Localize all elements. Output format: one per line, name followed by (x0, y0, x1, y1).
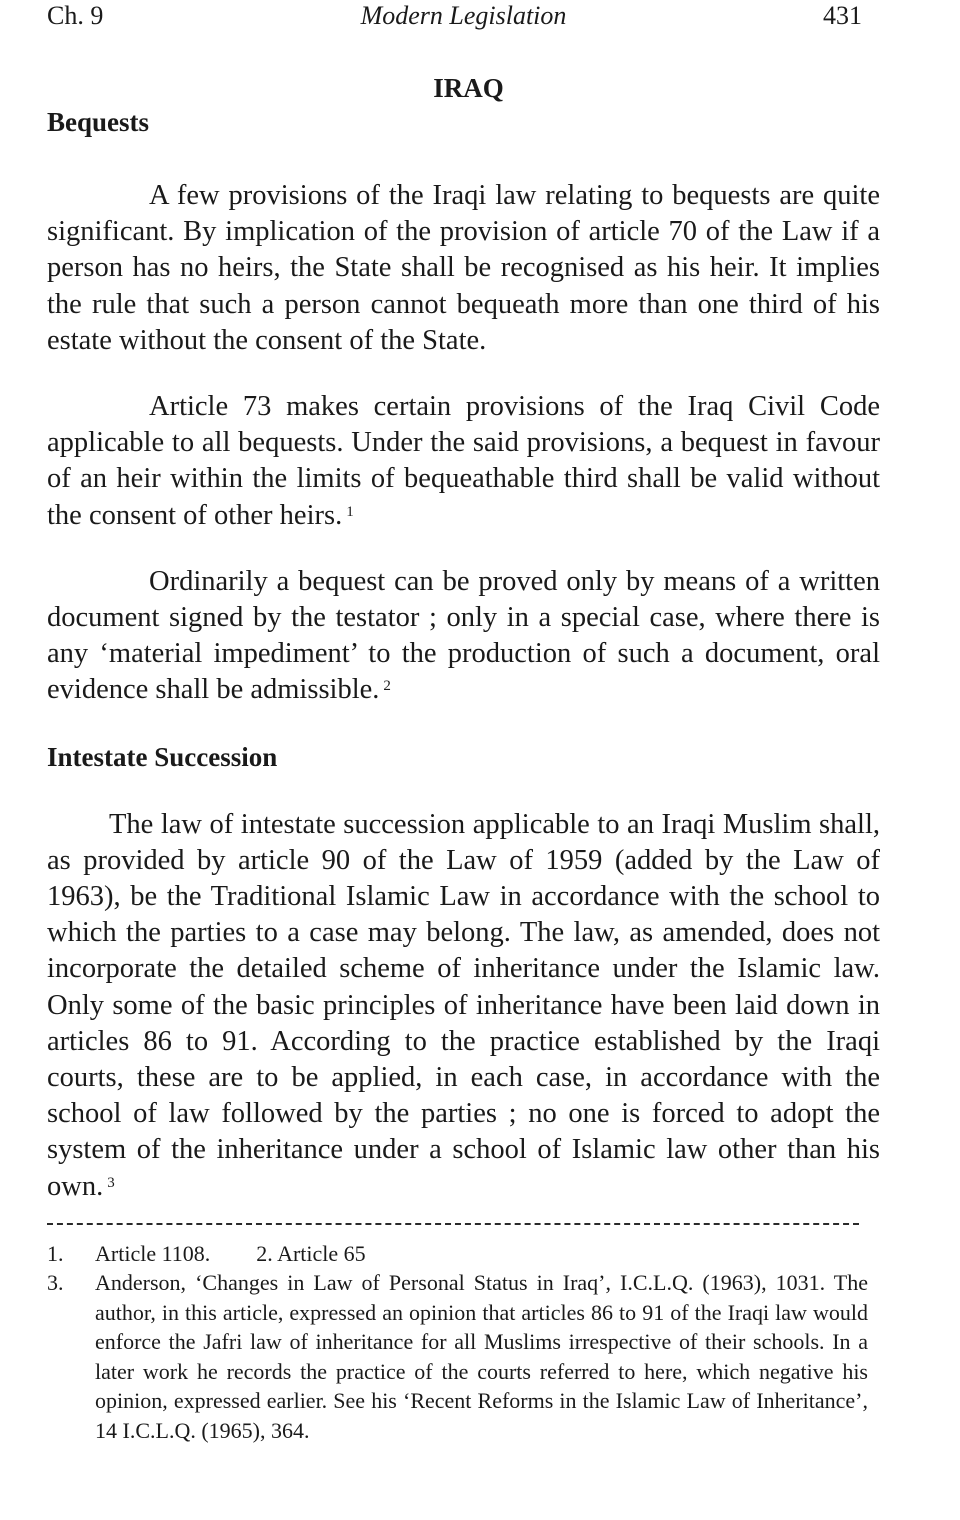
running-title: Modern Legislation (360, 1, 567, 30)
footnote-number-3: 3. (47, 1270, 64, 1296)
subheading-intestate-succession: Intestate Succession (47, 741, 278, 772)
footnote-number-2: 2. (256, 1240, 273, 1266)
chapter-label: Ch. 9 (47, 1, 104, 30)
footnote-row-3 (47, 1268, 880, 1445)
paragraph-proof-of-bequest (47, 564, 880, 709)
paragraph-text: The law of intestate succession applicable to an Iraqi Muslim shall, as provided by article 90 of the Law of 1959 (added by the Law of 1963), be the Traditional Islamic Law in accordance with the school to which the parties to a case may belong. The law, as amended, does not incorporate the detailed scheme of inheritance under the Islamic law. Only some of the basic principles of inheritance have been laid down in articles 86 to 91. According to the practice established by the Iraqi courts, these are to be applied, in each case, in accordance with the school of law followed by the parties ; no one is forced to adopt the system of the inheritance under a school of Islamic law other than his own. (47, 808, 880, 1202)
footnote-1-text: Article 1108. (95, 1240, 211, 1266)
running-header (47, 0, 880, 34)
footnote-2-text: Article 65 (277, 1240, 366, 1266)
footnote-text-1 (95, 1239, 366, 1269)
footnote-3-text: Anderson, ‘Changes in Law of Personal Status in Iraq’, I.C.L.Q. (1963), 1031. The author, in this article, expressed an opinion that articles 86 to 91 of the Iraqi law would enforce the Jafri law of inheritance for all Muslims irrespective of their schools. In a later work he records the practice of the courts referred to here, which negative his opinion, expressed earlier. See his ‘Recent Reforms in the Islamic Law of Inheritance’, 14 I.C.L.Q. (1965), 364. (95, 1270, 868, 1443)
paragraph-intestate-succession (47, 807, 880, 1205)
section-title: IRAQ (433, 73, 504, 103)
footnote-row-1-2 (47, 1239, 880, 1269)
paragraph-article-73 (47, 389, 880, 534)
paragraph-bequests-intro (47, 178, 880, 359)
page-number: 431 (823, 1, 862, 30)
paragraph-text: Article 73 makes certain provisions of the Iraq Civil Code applicable to all bequests. Under the said provisions, a bequest in favour of an heir within the limits of bequeathable third shall be valid without the consent of other heirs. (47, 391, 880, 531)
footnotes (47, 1239, 880, 1446)
footnote-number-1: 1. (47, 1240, 64, 1266)
footnote-ref-2[interactable]: 2 (383, 678, 391, 695)
footnote-ref-3[interactable]: 3 (107, 1174, 115, 1191)
paragraph-text: Ordinarily a bequest can be proved only by means of a written document signed by the testator ; only in a special case, where there is any ‘material impediment’ to the production of such a document, oral evidence shall be admissible. (47, 565, 880, 706)
footnote-ref-1[interactable]: 1 (346, 503, 354, 520)
book-page (47, 0, 880, 1445)
paragraph-text: A few provisions of the Iraqi law relating to bequests are quite significant. By implication of the provision of article 70 of the Law if a person has no heirs, the State shall be recognised as his heir. It implies the rule that such a person cannot bequeath more than one third of his estate without the consent of the State. (47, 180, 880, 356)
subheading-bequests: Bequests (47, 107, 150, 137)
footnote-divider (47, 1223, 859, 1225)
